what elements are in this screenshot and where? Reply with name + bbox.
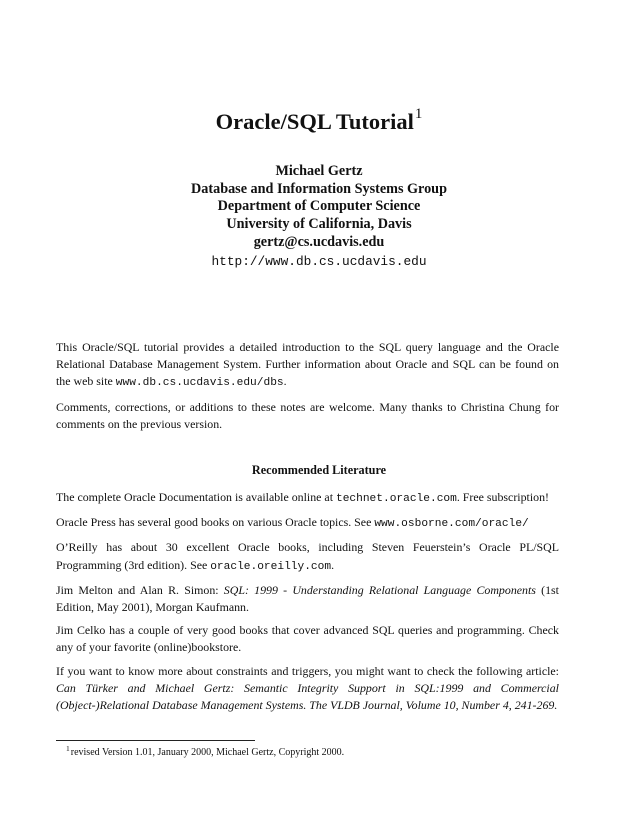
title-footnote-mark: 1 [414, 106, 423, 122]
footnote-mark: 1 [66, 744, 70, 753]
literature-item-oracle-docs: The complete Oracle Documentation is available online at technet.oracle.com. Free subscription! [56, 490, 549, 505]
footnote-divider [56, 740, 255, 741]
dbs-website-link: www.db.cs.ucdavis.edu/dbs [115, 377, 284, 390]
literature-item-celko: Jim Celko has a couple of very good books that cover advanced SQL queries and programming. Check any of your favorite (online)bookstore. [56, 623, 559, 655]
research-group: Database and Information Systems Group [191, 180, 447, 197]
literature-heading: Recommended Literature [251, 463, 387, 477]
author-block [0, 163, 638, 270]
author-email: gertz@cs.ucdavis.edu [253, 233, 385, 250]
title-text: Oracle/SQL Tutorial [215, 109, 414, 134]
department: Department of Computer Science [217, 198, 421, 215]
intro-paragraph-1: This Oracle/SQL tutorial provides a detailed introduction to the SQL query language and the Oracle Relational Database Management System. Further information about Oracle and SQL can be found on the web site www.db.cs.ucdavis.edu/dbs. [56, 340, 559, 390]
osborne-link: www.osborne.com/oracle/ [374, 518, 529, 531]
intro-paragraph-2: Comments, corrections, or additions to these notes are welcome. Many thanks to Christina Chung for comments on the previous version. [56, 399, 559, 431]
footnote-text: revised Version 1.01, January 2000, Michael Gertz, Copyright 2000. [70, 747, 345, 758]
footnote [66, 743, 556, 759]
university: University of California, Davis [226, 216, 412, 233]
literature-item-oreilly: O’Reilly has about 30 excellent Oracle books, including Steven Feuerstein’s Oracle PL/SQL Programming (3rd edition). See oracle.oreilly.com. [56, 540, 559, 573]
oreilly-link: oracle.oreilly.com [210, 560, 332, 573]
author-name: Michael Gertz [275, 163, 363, 179]
intro-section [56, 339, 559, 439]
literature-item-turker-gertz: If you want to know more about constraints and triggers, you might want to check the following article: Can Türker and Michael Gertz: Semantic Integrity Support in SQL:1999 and Commercial (Object-)Relational Database Management Systems. The VLDB Journal, Volume 10, Number 4, 241-269. [56, 663, 559, 713]
literature-item-melton-simon: Jim Melton and Alan R. Simon: SQL: 1999 - Understanding Relational Language Components (1st Edition, May 2001), Morgan Kaufmann. [56, 582, 559, 615]
literature-section [56, 489, 559, 720]
technet-link: technet.oracle.com [335, 493, 457, 505]
literature-item-oracle-press: Oracle Press has several good books on various Oracle topics. See www.osborne.com/oracle/ [56, 515, 529, 531]
page-title [0, 106, 638, 135]
author-url: http://www.db.cs.ucdavis.edu [211, 253, 427, 269]
